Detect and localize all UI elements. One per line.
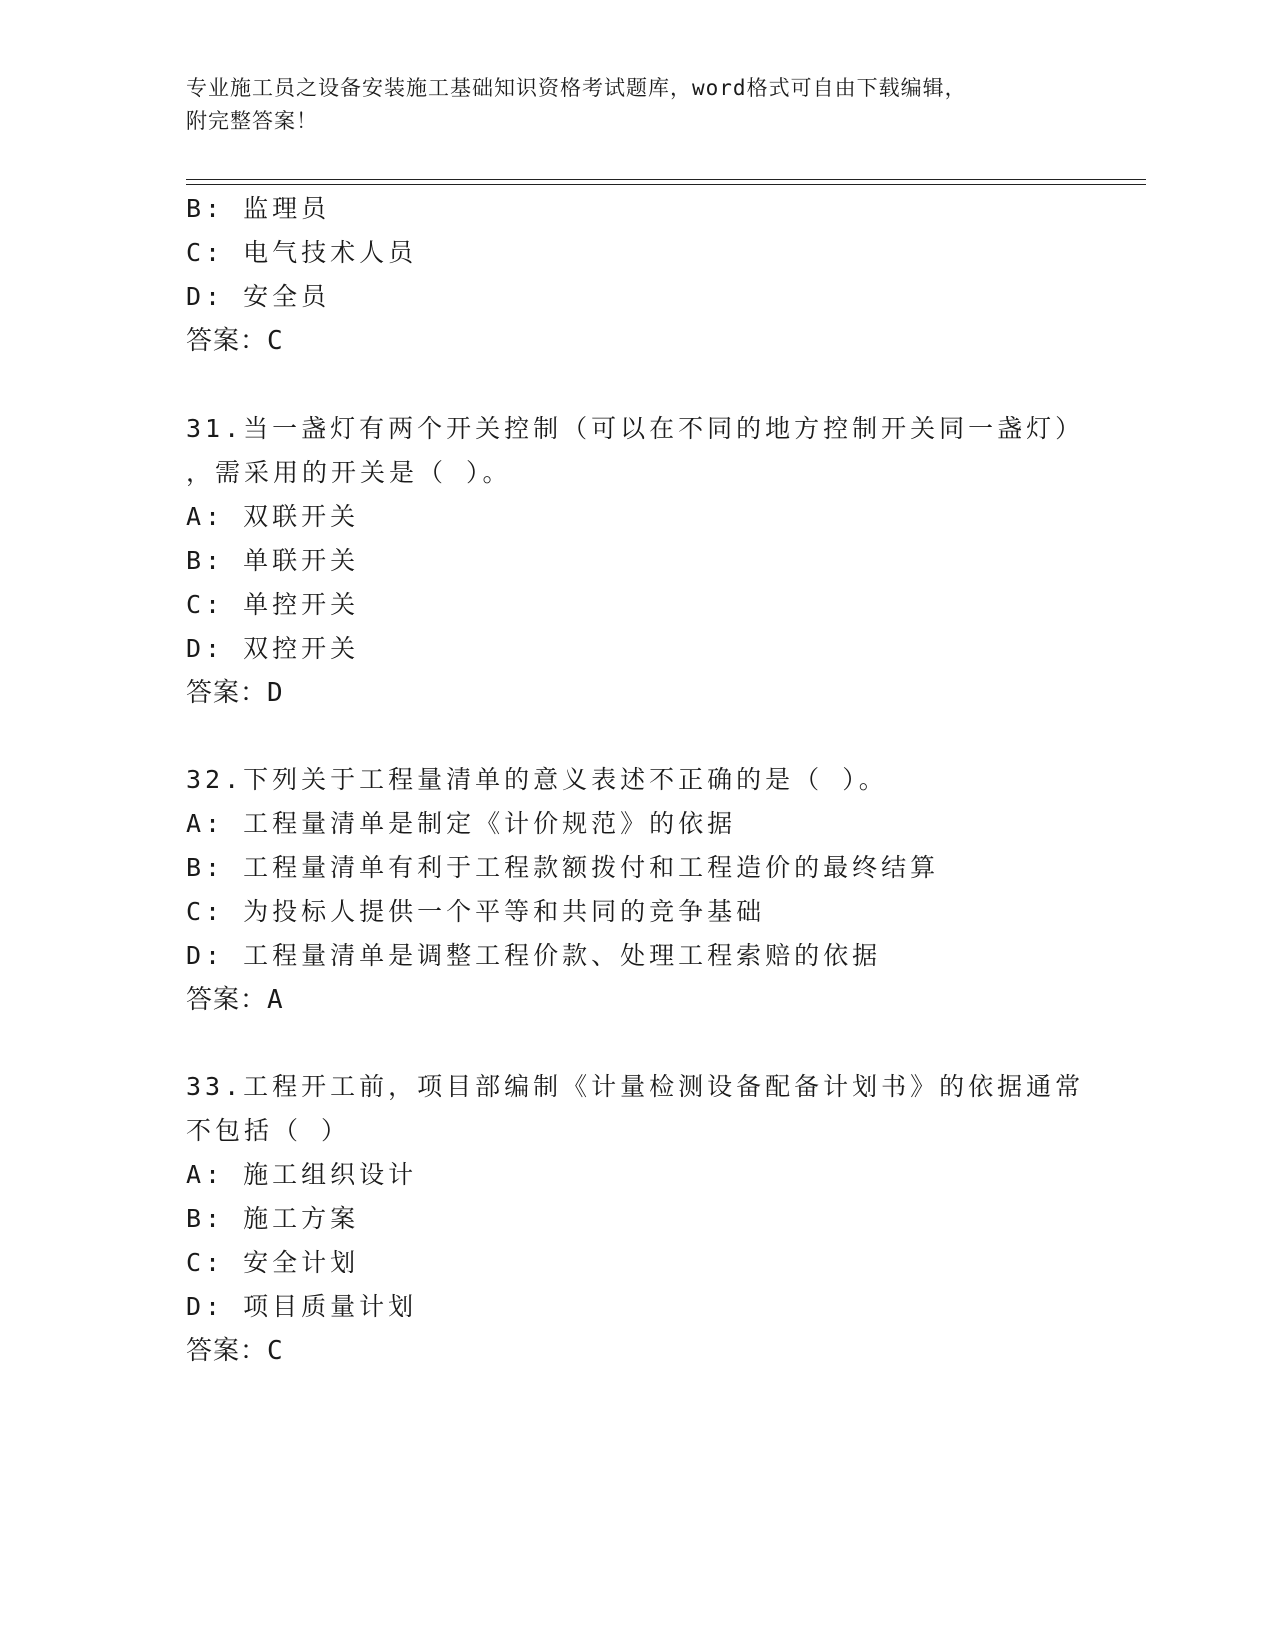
document-header xyxy=(186,72,1086,138)
option-text: 单联开关 xyxy=(243,546,360,575)
option-label: C: xyxy=(186,1248,225,1277)
option-label: A: xyxy=(186,502,225,531)
option-text: 电气技术人员 xyxy=(243,238,418,267)
option-text: 单控开关 xyxy=(243,590,360,619)
option-label: D: xyxy=(186,282,225,311)
option-text: 工程量清单是制定《计价规范》的依据 xyxy=(243,809,737,838)
question-stem-line-2: ，需采用的开关是（ ）。 xyxy=(186,458,512,487)
header-divider-top xyxy=(186,179,1146,180)
question-stem-line-1: 32.下列关于工程量清单的意义表述不正确的是（ ）。 xyxy=(186,765,888,794)
option-label: B: xyxy=(186,546,225,575)
answer-line xyxy=(186,1336,284,1366)
option-text: 工程量清单是调整工程价款、处理工程索赔的依据 xyxy=(243,941,882,970)
answer-value: C xyxy=(267,326,284,356)
option-text: 双联开关 xyxy=(243,502,360,531)
answer-label: 答案： xyxy=(186,1336,268,1366)
option-label: C: xyxy=(186,238,225,267)
option-c xyxy=(186,897,765,927)
option-a xyxy=(186,809,736,839)
option-label: C: xyxy=(186,590,225,619)
question-stem-line-1: 33.工程开工前，项目部编制《计量检测设备配备计划书》的依据通常 xyxy=(186,1072,1085,1101)
option-text: 为投标人提供一个平等和共同的竞争基础 xyxy=(243,897,766,926)
header-line-1: 专业施工员之设备安装施工基础知识资格考试题库，word格式可自由下载编辑， xyxy=(186,76,967,100)
option-text: 施工组织设计 xyxy=(243,1160,418,1189)
answer-value: A xyxy=(267,985,284,1015)
answer-value: C xyxy=(267,1336,284,1366)
option-text: 安全员 xyxy=(243,282,331,311)
option-b xyxy=(186,1204,359,1234)
option-text: 施工方案 xyxy=(243,1204,360,1233)
header-line-2: 附完整答案！ xyxy=(186,109,318,133)
question-stem-line-1: 31.当一盏灯有两个开关控制（可以在不同的地方控制开关同一盏灯） xyxy=(186,414,1085,443)
answer-line xyxy=(186,678,284,708)
option-text: 监理员 xyxy=(243,194,331,223)
answer-value: D xyxy=(267,678,284,708)
option-b xyxy=(186,546,359,576)
option-d xyxy=(186,941,881,971)
option-label: D: xyxy=(186,941,225,970)
option-c xyxy=(186,238,417,268)
option-b xyxy=(186,194,330,224)
option-text: 工程量清单有利于工程款额拨付和工程造价的最终结算 xyxy=(243,853,940,882)
answer-line xyxy=(186,985,284,1015)
option-b xyxy=(186,853,939,883)
option-d xyxy=(186,1292,417,1322)
option-a xyxy=(186,1160,417,1190)
option-label: B: xyxy=(186,853,225,882)
option-c xyxy=(186,590,359,620)
option-label: A: xyxy=(186,1160,225,1189)
option-text: 安全计划 xyxy=(243,1248,360,1277)
header-divider-bottom xyxy=(186,184,1146,185)
answer-label: 答案： xyxy=(186,326,268,356)
answer-label: 答案： xyxy=(186,985,268,1015)
option-label: B: xyxy=(186,194,225,223)
option-a xyxy=(186,502,359,532)
question-stem-line-2: 不包括（ ） xyxy=(186,1116,351,1145)
answer-line xyxy=(186,326,284,356)
option-label: D: xyxy=(186,1292,225,1321)
option-d xyxy=(186,282,330,312)
option-label: B: xyxy=(186,1204,225,1233)
option-d xyxy=(186,634,359,664)
answer-label: 答案： xyxy=(186,678,268,708)
option-label: A: xyxy=(186,809,225,838)
option-text: 双控开关 xyxy=(243,634,360,663)
option-label: C: xyxy=(186,897,225,926)
option-text: 项目质量计划 xyxy=(243,1292,418,1321)
option-c xyxy=(186,1248,359,1278)
option-label: D: xyxy=(186,634,225,663)
